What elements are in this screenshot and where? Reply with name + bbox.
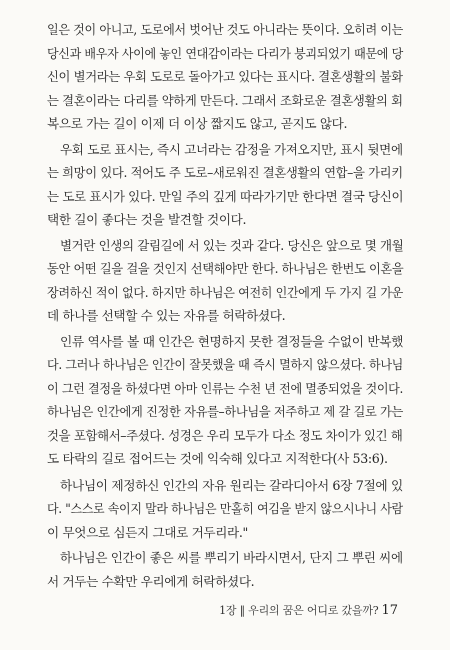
paragraph-first-line: 우회 도로 표시는, 즉시 고너라는 감정을 가져오지만, 표시 뒷면에 [60,141,403,157]
text-line: 도 타락의 길로 접어드는 것에 익숙해 있다고 지적한다(사 53:6). [47,451,388,466]
page-footer [219,602,398,618]
text-line: 하나님은 인간에게 진정한 자유를–하나님을 저주하고 제 갈 길로 가는 [47,404,404,419]
text-line: 서 거두는 수확만 우리에게 허락하셨다. [47,573,255,589]
paragraph-first-line: 하나님이 제정하신 인간의 자유 원리는 갈라디아서 6장 7절에 있 [60,477,403,493]
text-line: 다. 그러나 하나님은 인간이 잘못했을 때 즉시 멸하지 않으셨다. 하나님 [47,357,404,372]
text-line: 이 무엇으로 심든지 그대로 거두리라." [47,524,248,540]
text-line: 신이 별거라는 우회 도로로 돌아가고 있다는 표시다. 결혼생활의 불화 [47,69,403,84]
text-line: 당신과 배우자 사이에 놓인 연대감이라는 다리가 붕괴되었기 때문에 당 [47,45,403,61]
text-line: 는 도로 표시가 있다. 만일 주의 깊게 따라가기만 한다면 결국 당신이 [47,188,404,204]
paragraph-first-line: 인류 역사를 볼 때 인간은 현명하지 못한 결정들을 수없이 반복했 [60,333,404,349]
text-line: 장려하신 적이 없다. 하지만 하나님은 여전히 인간에게 두 가지 길 가운 [47,284,404,300]
running-header-chapter: 1장 ‖ 우리의 꿈은 어디로 갔을까? [219,604,379,617]
text-line: 데 하나를 선택할 수 있는 자유를 허락하셨다. [47,308,286,323]
text-line: 는 결혼이라는 다리를 약하게 만든다. 그래서 조화로운 결혼생활의 회 [47,92,403,108]
text-line: 것을 포함해서–주셨다. 성경은 우리 모두가 다소 정도 차이가 있긴 해 [47,427,403,443]
paragraph-first-line: 하나님은 인간이 좋은 씨를 뿌리기 바라시면서, 단지 그 뿌린 씨에 [60,550,403,565]
text-line: 는 희망이 있다. 적어도 주 도로–새로워진 결혼생활의 연합–을 가리키 [47,165,403,180]
text-line: 택한 길이 좋다는 것을 발견할 것이다. [47,212,247,227]
text-line: 동안 어떤 길을 걸을 것인지 선택해야만 한다. 하나님은 한번도 이혼을 [47,261,404,276]
paragraph-first-line: 별거란 인생의 갈림길에 서 있는 것과 같다. 당신은 앞으로 몇 개월 [60,237,404,253]
text-line: 이 그런 결정을 하셨다면 아마 인류는 수천 년 전에 멸종되었을 것이다. [47,380,404,396]
text-line: 일은 것이 아니고, 도로에서 벗어난 것도 아니라는 뜻이다. 오히려 이는 [47,22,404,37]
text-line: 복으로 가는 길이 이제 더 이상 짧지도 않고, 곧지도 않다. [47,116,348,131]
page-number: 17 [381,603,398,618]
text-line: 다. "스스로 속이지 말라 하나님은 만홀히 여김을 받지 않으시나니 사람 [47,501,403,516]
